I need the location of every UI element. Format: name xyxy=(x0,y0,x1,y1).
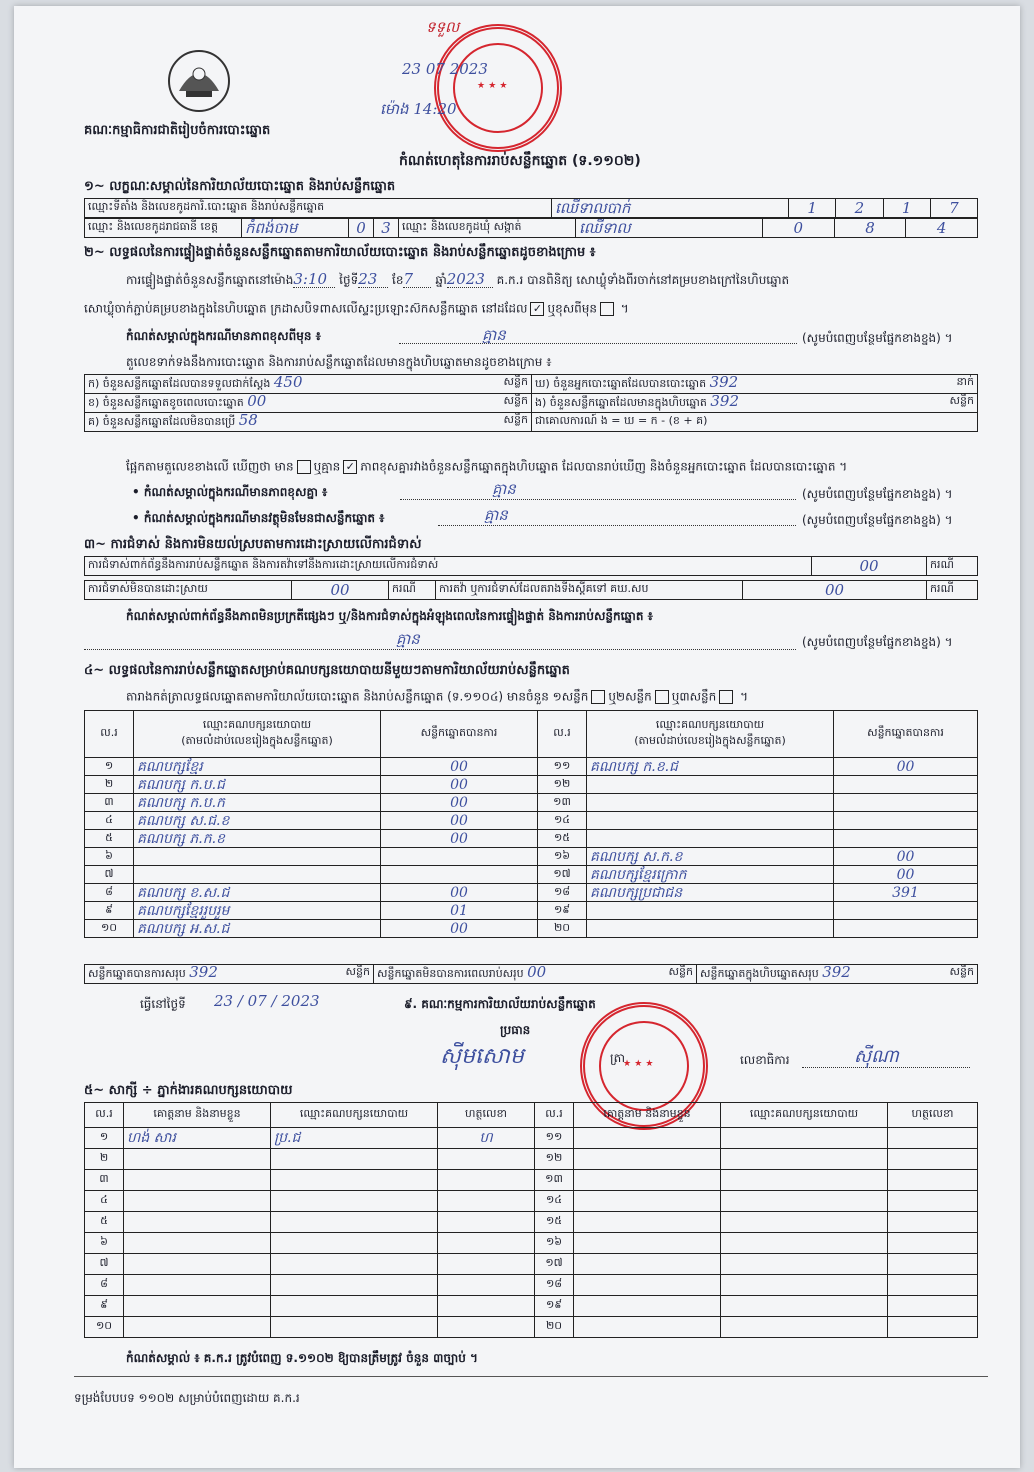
party-name: គណបក្ស ស.ជ.ខ xyxy=(134,812,381,830)
section3-note-label: កំណត់សម្គាល់ពាក់ព័ន្ធនឹងភាពមិនប្រក្រតីផ្សេងៗ ឬ/និងការជំទាស់ក្នុងអំឡុងពេលនៃការផ្ទៀងផ្ទាត់ និងការរាប់សន្លឹកឆ្នោត ៖ xyxy=(126,609,653,623)
party-name xyxy=(587,794,834,812)
witness-name xyxy=(574,1233,721,1254)
witness-signature xyxy=(888,1149,978,1170)
witness-party xyxy=(721,1296,888,1317)
commune-code-3: 4 xyxy=(906,219,978,238)
witness-party xyxy=(721,1191,888,1212)
station-code-1: 1 xyxy=(789,199,836,218)
appeal-label: ការតវ៉ា ឬការជំទាស់ដែលតរាងទីងស្ដីគទៅ គឃ.សប xyxy=(436,581,743,600)
witness-name xyxy=(124,1212,271,1233)
votes-row xyxy=(85,866,978,884)
calc-kh-value: 00 xyxy=(247,393,267,410)
difference-yes-checkbox[interactable] xyxy=(297,460,311,474)
section2-para3: ផ្អែកតាមតួលេខខាងលើ ឃើញថា មាន ឬគ្មាន ✓ ភាពខុសគ្នារវាងចំនួនសន្លឹកឆ្នោតក្នុងហិបឆ្នោត ដែលបានរាប់ឃើញ និងចំនួនអ្នកបោះឆ្នោត ដែលបានបោះឆ្នោត ។ xyxy=(126,459,848,474)
witness-party: ប្រ.ជ xyxy=(271,1128,438,1149)
witness-no: ១៩ xyxy=(535,1296,574,1317)
party-name xyxy=(134,848,381,866)
party-name: គណបក្ស អ.ស.ជ xyxy=(134,920,381,938)
party-name: គណបក្សខ្មែរក្រោក xyxy=(587,866,834,884)
party-votes xyxy=(834,794,978,812)
votes-header-party-2: ឈ្មោះគណបក្សនយោបាយ (តាមលំដាប់លេខរៀងក្នុងសន្លឹកឆ្នោត) xyxy=(587,711,834,758)
witness-row xyxy=(85,1212,978,1233)
witness-signature xyxy=(888,1275,978,1296)
party-no: ៨ xyxy=(85,884,134,902)
stamp-note: ទទួល xyxy=(426,18,460,36)
committee-label: ៩. គណៈកម្មការការិយាល័យរាប់សន្លឹកឆ្នោត xyxy=(404,997,596,1011)
unchanged-checkbox[interactable]: ✓ xyxy=(530,302,544,316)
section2-note-line xyxy=(399,342,797,344)
calc-kh-label: ខ) ចំនួនសន្លឹកឆ្នោតខូចពេលបោះឆ្នោត xyxy=(88,396,244,409)
party-no: ១៤ xyxy=(538,812,587,830)
province-code-1: 0 xyxy=(349,219,374,238)
section1-title: ១~ លក្ខណៈសម្គាល់នៃការិយាល័យបោះឆ្នោត និងរាប់សន្លឹកឆ្នោត xyxy=(84,179,396,194)
witness-header-party: ឈ្មោះគណបក្សនយោបាយ xyxy=(271,1103,438,1128)
votes-header-count: សន្លឹកឆ្នោតបានការ xyxy=(381,711,538,758)
votes-header-no-2: ល.រ xyxy=(538,711,587,758)
committee-name: គណៈកម្មាធិការជាតិរៀបចំការបោះឆ្នោត xyxy=(84,123,271,138)
document-sheet xyxy=(14,6,1020,1468)
stamp-time: ម៉ោង 14:20 xyxy=(380,100,457,118)
witness-party xyxy=(271,1191,438,1212)
appeal-value: 00 xyxy=(743,581,927,600)
calc-formula: ជាគោលការណ៍ ង = ឃ = ក - (ខ + គ) xyxy=(532,413,978,432)
witness-name xyxy=(124,1191,271,1212)
witness-row xyxy=(85,1317,978,1338)
party-no: ១៩ xyxy=(538,902,587,920)
section3-note-value: គ្មាន xyxy=(396,630,420,648)
witness-row xyxy=(85,1254,978,1275)
commune-code-2: 8 xyxy=(834,219,906,238)
total-box-label: សន្លឹកឆ្នោតក្នុងហិបឆ្នោតសរុប xyxy=(700,967,819,980)
witness-name xyxy=(124,1170,271,1191)
party-no: ៦ xyxy=(85,848,134,866)
province-value: កំពង់ចាម xyxy=(242,219,349,238)
calc-g-value: 58 xyxy=(238,412,258,429)
party-name: គណបក្សខ្មែររួបរួម xyxy=(134,902,381,920)
province-label: ឈ្មោះ និងលេខកូដរាជធានី ខេត្ត xyxy=(85,219,242,238)
calc-ng-unit: សន្លឹក xyxy=(949,394,974,407)
date-label: ធ្វើនៅថ្ងៃទី xyxy=(140,997,186,1011)
calc-ng-value: 392 xyxy=(710,393,740,410)
witness-name xyxy=(574,1275,721,1296)
section3-table-row2 xyxy=(84,580,978,600)
bullet1-value: គ្មាន xyxy=(492,480,516,498)
bullet1-hint: (សូមបំពេញបន្ថែមផ្នែកខាងខ្នង) ។ xyxy=(802,487,953,501)
witness-name xyxy=(574,1191,721,1212)
party-name: គណបក្សខ្មែរ xyxy=(134,758,381,776)
unresolved-label: ការជំទាស់មិនបានដោះស្រាយ xyxy=(85,581,292,600)
witness-party xyxy=(271,1317,438,1338)
committee-stamp: ★ ★ ★ xyxy=(580,1002,708,1130)
two-sheets-checkbox[interactable] xyxy=(655,690,669,704)
difference-no-checkbox[interactable]: ✓ xyxy=(343,460,357,474)
witness-row xyxy=(85,1296,978,1317)
party-no: ២០ xyxy=(538,920,587,938)
witness-name xyxy=(574,1170,721,1191)
bullet2-label: • កំណត់សម្គាល់ក្នុងករណីមានវត្ថុមិនមែនជាសន្លឹកឆ្នោត ៖ xyxy=(132,511,385,525)
party-votes xyxy=(834,920,978,938)
section2-note-value: គ្មាន xyxy=(482,326,506,344)
witness-signature xyxy=(888,1254,978,1275)
section2-para1: ការផ្ទៀងផ្ទាត់ចំនួនសន្លឹកឆ្នោតនៅម៉ោង3:10 ថ្ងៃទី23 ខែ7 ឆ្នាំ2023 គ.ក.រ បានពិនិត្យ សោឃ្លុំទាំងពីរចាក់នៅគម្របខាងក្រៅនៃហិបឆ្នោត xyxy=(126,270,790,288)
section1-table-row2 xyxy=(84,218,978,238)
party-votes: 00 xyxy=(381,830,538,848)
three-sheets-checkbox[interactable] xyxy=(719,690,733,704)
section4-title: ៤~ លទ្ធផលនៃការរាប់សន្លឹកឆ្នោតសម្រាប់គណបក្សនយោបាយនីមួយៗតាមការិយាល័យរាប់សន្លឹកឆ្នោត xyxy=(84,663,570,678)
station-code-4: 7 xyxy=(930,199,977,218)
witness-party xyxy=(271,1233,438,1254)
objection-label: ការជំទាស់ពាក់ព័ន្ធនឹងការរាប់សន្លឹកឆ្នោត និងការតវ៉ាទៅនឹងការដោះស្រាយលើការជំទាស់ xyxy=(85,557,812,576)
witness-party xyxy=(721,1170,888,1191)
section4-intro: តារាងកត់ត្រាលទ្ធផលឆ្នោតតាមការិយាល័យបោះឆ្នោត និងរាប់សន្លឹកឆ្នោត (ទ.១១០៤) មានចំនួន ១សន្លឹក ឬ២សន្លឹក ឬ៣សន្លឹក ។ xyxy=(126,689,749,704)
witness-signature xyxy=(438,1317,535,1338)
witness-row xyxy=(85,1128,978,1149)
bullet2-line xyxy=(438,524,796,526)
witness-name xyxy=(124,1275,271,1296)
witness-table xyxy=(84,1102,978,1338)
secretary-signature: ស៊ីណា xyxy=(854,1046,899,1067)
chair-label: ប្រធាន xyxy=(500,1023,531,1037)
witness-signature xyxy=(438,1191,535,1212)
one-sheet-checkbox[interactable] xyxy=(591,690,605,704)
objection-unit: ករណី xyxy=(927,557,978,576)
witness-party xyxy=(721,1275,888,1296)
votes-row xyxy=(85,902,978,920)
party-votes: 00 xyxy=(381,812,538,830)
witness-party xyxy=(721,1149,888,1170)
witness-no: ២០ xyxy=(535,1317,574,1338)
votes-row xyxy=(85,758,978,776)
witness-party xyxy=(721,1128,888,1149)
witness-name xyxy=(574,1128,721,1149)
witness-signature xyxy=(438,1212,535,1233)
witness-party xyxy=(271,1149,438,1170)
votes-header-no: ល.រ xyxy=(85,711,134,758)
section3-title: ៣~ ការជំទាស់ និងការមិនយល់ស្របតាមការដោះស្រាយលើការជំទាស់ xyxy=(84,537,422,552)
witness-row xyxy=(85,1233,978,1254)
calc-k-label: ក) ចំនួនសន្លឹកឆ្នោតដែលបានទទួលជាក់ស្តែង xyxy=(88,377,271,390)
party-name: គណបក្ស ក.ប.ជ xyxy=(134,776,381,794)
calc-intro: តួលេខទាក់ទងនឹងការបោះឆ្នោត និងការរាប់សន្លឹកឆ្នោតដែលមានក្នុងហិបឆ្នោតមានដូចខាងក្រោម ៖ xyxy=(126,355,552,369)
party-no: ១១ xyxy=(538,758,587,776)
witness-signature xyxy=(438,1254,535,1275)
party-no: ៧ xyxy=(85,866,134,884)
party-votes: 00 xyxy=(381,920,538,938)
calc-ng-label: ង) ចំនួនសន្លឹកឆ្នោតដែលមានក្នុងហិបឆ្នោត xyxy=(535,396,707,409)
witness-no: ១០ xyxy=(85,1317,124,1338)
witness-header-no: ល.រ xyxy=(85,1103,124,1128)
calc-k-unit: សន្លឹក xyxy=(503,375,528,388)
party-votes xyxy=(381,848,538,866)
votes-row xyxy=(85,812,978,830)
total-invalid-unit: សន្លឹក xyxy=(668,965,693,978)
party-no: ៥ xyxy=(85,830,134,848)
section2-note-label: កំណត់សម្គាល់ក្នុងករណីមានភាពខុសពីមុន ៖ xyxy=(126,329,321,343)
witness-party xyxy=(721,1212,888,1233)
party-votes: 391 xyxy=(834,884,978,902)
party-no: ១៥ xyxy=(538,830,587,848)
party-votes xyxy=(834,902,978,920)
votes-row xyxy=(85,776,978,794)
party-name: គណបក្ស ខ.ស.ជ xyxy=(134,884,381,902)
chair-signature: ស៊ីមសោម xyxy=(440,1044,524,1069)
station-label: ឈ្មោះទីតាំង និងលេខកូដការិ.បោះឆ្នោត និងរាប់សន្លឹកឆ្នោត xyxy=(85,199,552,218)
secretary-label: លេខាធិការ xyxy=(740,1053,790,1067)
party-votes: 00 xyxy=(381,776,538,794)
party-votes: 00 xyxy=(834,848,978,866)
witness-no: ៦ xyxy=(85,1233,124,1254)
calc-u-label: ឃ) ចំនួនអ្នកបោះឆ្នោតដែលបានបោះឆ្នោត xyxy=(535,377,707,390)
witness-header-no-2: ល.រ xyxy=(535,1103,574,1128)
party-no: ២ xyxy=(85,776,134,794)
witness-no: ១២ xyxy=(535,1149,574,1170)
witness-name xyxy=(124,1254,271,1275)
witness-no: ៩ xyxy=(85,1296,124,1317)
bullet2-value: គ្មាន xyxy=(484,506,508,524)
witness-no: ៤ xyxy=(85,1191,124,1212)
calc-u-value: 392 xyxy=(709,374,739,391)
witness-no: ៨ xyxy=(85,1275,124,1296)
province-code-2: 3 xyxy=(374,219,399,238)
witness-no: ១៧ xyxy=(535,1254,574,1275)
witness-name xyxy=(124,1317,271,1338)
party-name: គណបក្ស ក.ខ.ជ xyxy=(587,758,834,776)
witness-party xyxy=(271,1170,438,1191)
calc-k-value: 450 xyxy=(273,374,303,391)
witness-row xyxy=(85,1149,978,1170)
witness-header-name-2: គោត្តនាម និងនាមខ្លួន xyxy=(574,1103,721,1128)
section2-para2: សោឃ្លុំចាក់ភ្ជាប់គម្របខាងក្នុងនៃហិបឆ្នោត ក្រដាសបិទពាសលើស្ទះប្រឡោះស៊កសន្លឹកឆ្នោត នៅដដែល ✓ ឬខុសពីមុន ។ xyxy=(84,301,629,316)
witness-signature xyxy=(888,1191,978,1212)
witness-signature xyxy=(438,1296,535,1317)
total-invalid-label: សន្លឹកឆ្នោតមិនបានការពេលរាប់សរុប xyxy=(377,967,524,980)
witness-signature: ហ xyxy=(438,1128,535,1149)
station-code-2: 2 xyxy=(836,199,883,218)
party-no: ១ xyxy=(85,758,134,776)
party-name xyxy=(587,902,834,920)
party-no: ១៣ xyxy=(538,794,587,812)
witness-signature xyxy=(888,1212,978,1233)
votes-row xyxy=(85,848,978,866)
total-valid-label: សន្លឹកឆ្នោតបានការសរុប xyxy=(88,967,186,980)
witness-signature xyxy=(438,1233,535,1254)
witness-signature xyxy=(888,1233,978,1254)
votes-row xyxy=(85,794,978,812)
witness-name xyxy=(124,1233,271,1254)
witness-row xyxy=(85,1170,978,1191)
total-box-unit: សន្លឹក xyxy=(949,965,974,978)
totals-table xyxy=(84,964,978,984)
witness-name xyxy=(574,1296,721,1317)
party-votes: 00 xyxy=(381,758,538,776)
received-stamp: ★ ★ ★ xyxy=(434,24,562,152)
witness-row xyxy=(85,1191,978,1212)
date-value: 23 / 07 / 2023 xyxy=(214,992,320,1010)
witness-header-sign: ហត្ថលេខា xyxy=(438,1103,535,1128)
witness-no: ១ xyxy=(85,1128,124,1149)
witness-party xyxy=(271,1296,438,1317)
witness-party xyxy=(271,1254,438,1275)
witness-party xyxy=(721,1254,888,1275)
witness-no: ៣ xyxy=(85,1170,124,1191)
party-name: គណបក្ស ស.ក.ខ xyxy=(587,848,834,866)
calc-g-label: គ) ចំនួនសន្លឹកឆ្នោតដែលមិនបានប្រើ xyxy=(88,415,236,428)
witness-header-party-2: ឈ្មោះគណបក្សនយោបាយ xyxy=(721,1103,888,1128)
witness-no: ២ xyxy=(85,1149,124,1170)
witness-no: ១៦ xyxy=(535,1233,574,1254)
party-votes: 00 xyxy=(381,884,538,902)
total-box-value: 392 xyxy=(822,964,851,981)
bullet2-hint: (សូមបំពេញបន្ថែមផ្នែកខាងខ្នង) ។ xyxy=(802,513,953,527)
witness-no: ៧ xyxy=(85,1254,124,1275)
witness-no: ១១ xyxy=(535,1128,574,1149)
party-name xyxy=(587,776,834,794)
witness-no: ១៣ xyxy=(535,1170,574,1191)
witness-signature xyxy=(438,1170,535,1191)
chair-signature-tail: ត្រា xyxy=(610,1051,625,1065)
votes-table xyxy=(84,710,978,938)
votes-row xyxy=(85,884,978,902)
witness-header-name: គោត្តនាម និងនាមខ្លួន xyxy=(124,1103,271,1128)
votes-row xyxy=(85,830,978,848)
party-no: ១៨ xyxy=(538,884,587,902)
witness-party xyxy=(721,1317,888,1338)
unresolved-value: 00 xyxy=(292,581,389,600)
party-votes xyxy=(834,830,978,848)
witness-party xyxy=(271,1275,438,1296)
party-votes xyxy=(834,812,978,830)
witness-name xyxy=(574,1212,721,1233)
party-name: គណបក្ស ក.ប.ក xyxy=(134,794,381,812)
witness-name xyxy=(574,1317,721,1338)
witness-header-sign-2: ហត្ថលេខា xyxy=(888,1103,978,1128)
document-title: កំណត់ហេតុនៃការរាប់សន្លឹកឆ្នោត (ទ.១១០២) xyxy=(399,153,641,169)
witness-party xyxy=(271,1212,438,1233)
witness-name: ហង់ សារ xyxy=(124,1128,271,1149)
calc-table xyxy=(84,374,978,432)
commune-label: ឈ្មោះ និងលេខកូដឃុំ សង្កាត់ xyxy=(399,219,576,238)
unresolved-unit: ករណី xyxy=(389,581,436,600)
station-code-3: 1 xyxy=(883,199,930,218)
commune-code-1: 0 xyxy=(763,219,835,238)
stamp-date: 23 07 2023 xyxy=(402,60,488,78)
party-votes: 01 xyxy=(381,902,538,920)
votes-header-party: ឈ្មោះគណបក្សនយោបាយ (តាមលំដាប់លេខរៀងក្នុងសន្លឹកឆ្នោត) xyxy=(134,711,381,758)
party-no: ៩ xyxy=(85,902,134,920)
party-no: ៣ xyxy=(85,794,134,812)
party-no: ១៦ xyxy=(538,848,587,866)
bullet1-line xyxy=(400,498,796,500)
witness-row xyxy=(85,1275,978,1296)
party-votes: 00 xyxy=(834,866,978,884)
section3-note-hint: (សូមបំពេញបន្ថែមផ្នែកខាងខ្នង) ។ xyxy=(802,635,953,649)
footer-divider xyxy=(74,1376,988,1377)
party-votes: 00 xyxy=(834,758,978,776)
party-votes xyxy=(834,776,978,794)
party-name xyxy=(587,812,834,830)
party-name: គណបក្សប្រជាជន xyxy=(587,884,834,902)
witness-signature xyxy=(438,1149,535,1170)
witness-party xyxy=(721,1233,888,1254)
section5-title: ៥~ សាក្សី ÷ ភ្នាក់ងារគណបក្សនយោបាយ xyxy=(84,1083,293,1098)
witness-name xyxy=(124,1296,271,1317)
witness-name xyxy=(124,1149,271,1170)
party-name xyxy=(134,866,381,884)
total-valid-unit: សន្លឹក xyxy=(345,965,370,978)
total-invalid-value: 00 xyxy=(527,964,547,981)
party-no: ១០ xyxy=(85,920,134,938)
party-votes: 00 xyxy=(381,794,538,812)
calc-g-unit: សន្លឹក xyxy=(503,413,528,426)
footnote: កំណត់សម្គាល់ ៖ គ.ក.រ ត្រូវបំពេញ ទ.១១០២ ឱ្យបានត្រឹមត្រូវ ចំនួន ៣ច្បាប់ ។ xyxy=(126,1351,478,1365)
form-footer: ទម្រង់បែបបទ ១១០២ សម្រាប់បំពេញដោយ គ.ក.រ xyxy=(74,1391,300,1405)
votes-row xyxy=(85,920,978,938)
witness-signature xyxy=(888,1296,978,1317)
witness-no: ១៨ xyxy=(535,1275,574,1296)
witness-signature xyxy=(888,1128,978,1149)
party-no: ១៧ xyxy=(538,866,587,884)
changed-checkbox[interactable] xyxy=(600,302,614,316)
witness-no: ៥ xyxy=(85,1212,124,1233)
witness-name xyxy=(574,1149,721,1170)
calc-u-unit: នាក់ xyxy=(956,375,974,388)
section2-title: ២~ លទ្ធផលនៃការផ្ទៀងផ្ទាត់ចំនួនសន្លឹកឆ្នោតតាមការិយាល័យបោះឆ្នោត និងរាប់សន្លឹកឆ្នោតដូចខាងក្រោម ៖ xyxy=(84,245,596,260)
witness-signature xyxy=(438,1275,535,1296)
party-no: ៤ xyxy=(85,812,134,830)
votes-header-count-2: សន្លឹកឆ្នោតបានការ xyxy=(834,711,978,758)
party-name xyxy=(587,830,834,848)
objection-value: 00 xyxy=(812,557,927,576)
bullet1-label: • កំណត់សម្គាល់ក្នុងករណីមានភាពខុសគ្នា ៖ xyxy=(132,485,328,499)
section2-note-hint: (សូមបំពេញបន្ថែមផ្នែកខាងខ្នង) ។ xyxy=(802,331,953,345)
party-name: គណបក្ស ភ.ក.ខ xyxy=(134,830,381,848)
witness-signature xyxy=(888,1317,978,1338)
total-valid-value: 392 xyxy=(189,964,218,981)
witness-no: ១៥ xyxy=(535,1212,574,1233)
calc-kh-unit: សន្លឹក xyxy=(503,394,528,407)
party-votes xyxy=(381,866,538,884)
witness-no: ១៤ xyxy=(535,1191,574,1212)
section3-note-line xyxy=(84,648,796,650)
party-name xyxy=(587,920,834,938)
station-value: ឈើទាលបាក់ xyxy=(552,199,789,218)
section1-table xyxy=(84,198,978,218)
party-no: ១២ xyxy=(538,776,587,794)
witness-name xyxy=(574,1254,721,1275)
witness-signature xyxy=(888,1170,978,1191)
nec-emblem-icon xyxy=(164,46,234,116)
appeal-unit: ករណី xyxy=(927,581,978,600)
section3-table xyxy=(84,556,978,576)
commune-value: ឈើទាល xyxy=(576,219,763,238)
